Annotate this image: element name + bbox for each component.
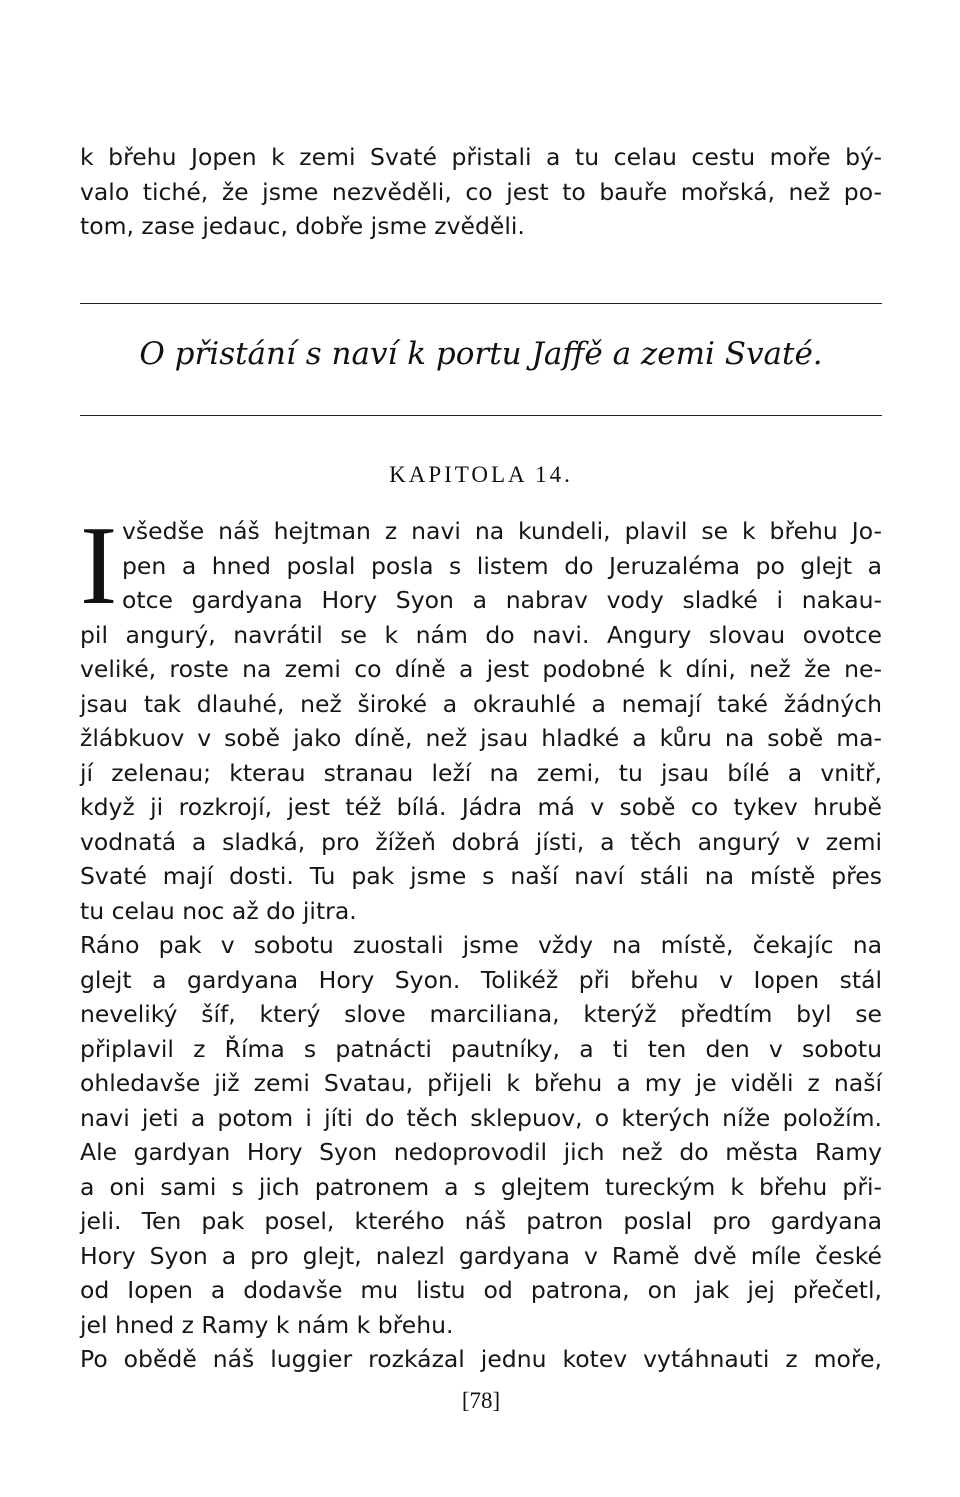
chapter-label: KAPITOLA 14. <box>389 462 573 487</box>
text-line: od Iopen a dodavše mu listu od patrona, on jak jej přečetl, <box>80 1276 882 1304</box>
text-line: valo tiché, že jsme nezvěděli, co jest to bauře mořská, než po- <box>80 177 882 206</box>
page-number: [78] <box>461 1388 501 1413</box>
text-line: a oni sami s jich patronem a s glejtem tureckým k břehu při- <box>80 1172 882 1201</box>
text-line: otce gardyana Hory Syon a nabrav vody sladké i nakau- <box>122 586 882 614</box>
text-line: žlábkuov v sobě jako díně, než jsau hladké a kůru na sobě ma- <box>80 724 882 752</box>
text-line: Ale gardyan Hory Syon nedoprovodil jich než do města Ramy <box>80 1138 882 1166</box>
text-line: neveliký šíf, který slove marciliana, kterýž předtím byl se <box>80 1000 882 1028</box>
text-line: všedše náš hejtman z navi na kundeli, plavil se k břehu Jo- <box>122 517 882 545</box>
drop-cap-indented-lines <box>80 504 882 628</box>
text-line: ohledavše již zemi Svatau, přijeli k břehu a my je viděli z naší <box>80 1069 882 1097</box>
top-paragraph <box>80 140 882 244</box>
top-divider-rule <box>80 303 882 304</box>
text-line: pen a hned poslal posla s listem do Jeruzaléma po glejt a <box>122 551 882 580</box>
drop-cap: I <box>80 504 118 628</box>
chapter-text <box>80 504 882 1377</box>
text-line: navi jeti a potom i jíti do těch sklepuov, o kterých níže položím. <box>80 1103 882 1132</box>
text-line: Hory Syon a pro glejt, nalezl gardyana v Ramě dvě míle české <box>80 1241 882 1270</box>
text-line: vodnatá a sladká, pro žížeň dobrá jísti, a těch angurý v zemi <box>80 827 882 856</box>
text-line: jí zelenau; kterau stranau leží na zemi, tu jsau bílé a vnitř, <box>80 758 882 787</box>
text-line: když ji rozkrojí, jest též bílá. Jádra má v sobě co tykev hrubě <box>80 793 882 821</box>
text-line: Po obědě náš luggier rozkázal jednu kotev vytáhnauti z moře, <box>80 1345 882 1373</box>
text-line: k břehu Jopen k zemi Svaté přistali a tu celau cestu moře bý- <box>80 143 882 171</box>
text-line: tom, zase jedauc, dobře jsme zvěděli. <box>80 212 525 240</box>
text-line: jsau tak dlauhé, než široké a okrauhlé a nemají také žádných <box>80 689 882 718</box>
text-line: připlavil z Říma s patnácti pautníky, a ti ten den v sobotu <box>80 1034 882 1063</box>
text-line: veliké, roste na zemi co díně a jest podobné k díni, než že ne- <box>80 655 882 683</box>
text-line: jeli. Ten pak posel, kterého náš patron poslal pro gardyana <box>80 1207 882 1235</box>
section-heading: O přistání s naví k portu Jaffě a zemi Svaté. <box>139 336 823 372</box>
text-line: jel hned z Ramy k nám k břehu. <box>80 1310 454 1339</box>
bottom-divider-rule <box>80 415 882 416</box>
text-line: tu celau noc až do jitra. <box>80 896 357 925</box>
text-line: Svaté mají dosti. Tu pak jsme s naší naví stáli na místě přes <box>80 862 882 890</box>
text-line: Ráno pak v sobotu zuostali jsme vždy na místě, čekajíc na <box>80 931 882 959</box>
text-line: pil angurý, navrátil se k nám do navi. Angury slovau ovotce <box>80 620 882 649</box>
text-line: glejt a gardyana Hory Syon. Tolikéž při břehu v Iopen stál <box>80 965 882 994</box>
